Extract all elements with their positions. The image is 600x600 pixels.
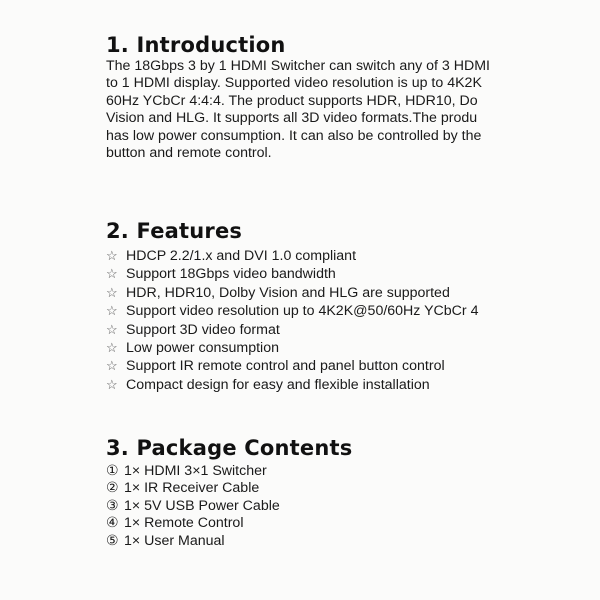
package-item-text: 1× HDMI 3×1 Switcher (124, 463, 267, 479)
feature-text: Support 18Gbps video bandwidth (126, 266, 336, 283)
feature-text: HDR, HDR10, Dolby Vision and HLG are supported (126, 284, 450, 301)
introduction-paragraph (106, 58, 528, 162)
feature-item (106, 376, 528, 394)
paragraph-line: Vision and HLG. It supports all 3D video formats.The produ (106, 110, 478, 127)
feature-text: Support 3D video format (126, 321, 280, 338)
star-bullet-icon: ☆ (106, 284, 118, 300)
star-bullet-icon: ☆ (106, 321, 118, 337)
paragraph-line: has low power consumption. It can also be controlled by the (106, 127, 482, 144)
circled-number-icon: ⑤ (106, 532, 119, 549)
feature-item (106, 302, 528, 320)
paragraph-line: 60Hz YCbCr 4:4:4. The product supports HDR, HDR10, Do (106, 92, 478, 109)
star-bullet-icon: ☆ (106, 340, 118, 356)
feature-text: Support IR remote control and panel button control (126, 358, 445, 375)
package-item (106, 498, 528, 515)
feature-text: Support video resolution up to 4K2K@50/60Hz YCbCr 4 (126, 303, 479, 320)
feature-item (106, 265, 528, 283)
package-item (106, 533, 528, 550)
package-section (106, 435, 528, 550)
circled-number-icon: ④ (106, 515, 119, 532)
feature-item (106, 321, 528, 339)
package-list (106, 463, 528, 550)
package-item (106, 463, 528, 480)
features-list (106, 247, 528, 394)
circled-number-icon: ② (106, 480, 119, 497)
star-bullet-icon: ☆ (106, 376, 118, 392)
feature-text: Compact design for easy and flexible installation (126, 376, 430, 393)
feature-item (106, 247, 528, 265)
features-section (106, 218, 528, 394)
package-item (106, 480, 528, 497)
package-item-text: 1× User Manual (124, 532, 225, 549)
star-bullet-icon: ☆ (106, 266, 118, 282)
star-bullet-icon: ☆ (106, 303, 118, 319)
feature-item (106, 357, 528, 375)
feature-text: HDCP 2.2/1.x and DVI 1.0 compliant (126, 248, 357, 264)
package-item-text: 1× IR Receiver Cable (124, 480, 260, 497)
feature-item (106, 339, 528, 357)
package-heading: 3. Package Contents (106, 436, 353, 460)
package-item-text: 1× 5V USB Power Cable (124, 497, 280, 514)
circled-number-icon: ③ (106, 497, 119, 514)
paragraph-line: The 18Gbps 3 by 1 HDMI Switcher can switch any of 3 HDMI (106, 58, 490, 74)
introduction-heading: 1. Introduction (106, 33, 286, 57)
introduction-section (106, 32, 528, 162)
paragraph-line: to 1 HDMI display. Supported video resolution is up to 4K2K (106, 75, 482, 92)
feature-item (106, 284, 528, 302)
paragraph-line: button and remote control. (106, 145, 272, 162)
package-item (106, 515, 528, 532)
features-heading: 2. Features (106, 219, 243, 243)
star-bullet-icon: ☆ (106, 248, 118, 263)
package-item-text: 1× Remote Control (124, 515, 244, 532)
star-bullet-icon: ☆ (106, 358, 118, 374)
circled-number-icon: ① (106, 463, 119, 479)
feature-text: Low power consumption (126, 340, 279, 357)
